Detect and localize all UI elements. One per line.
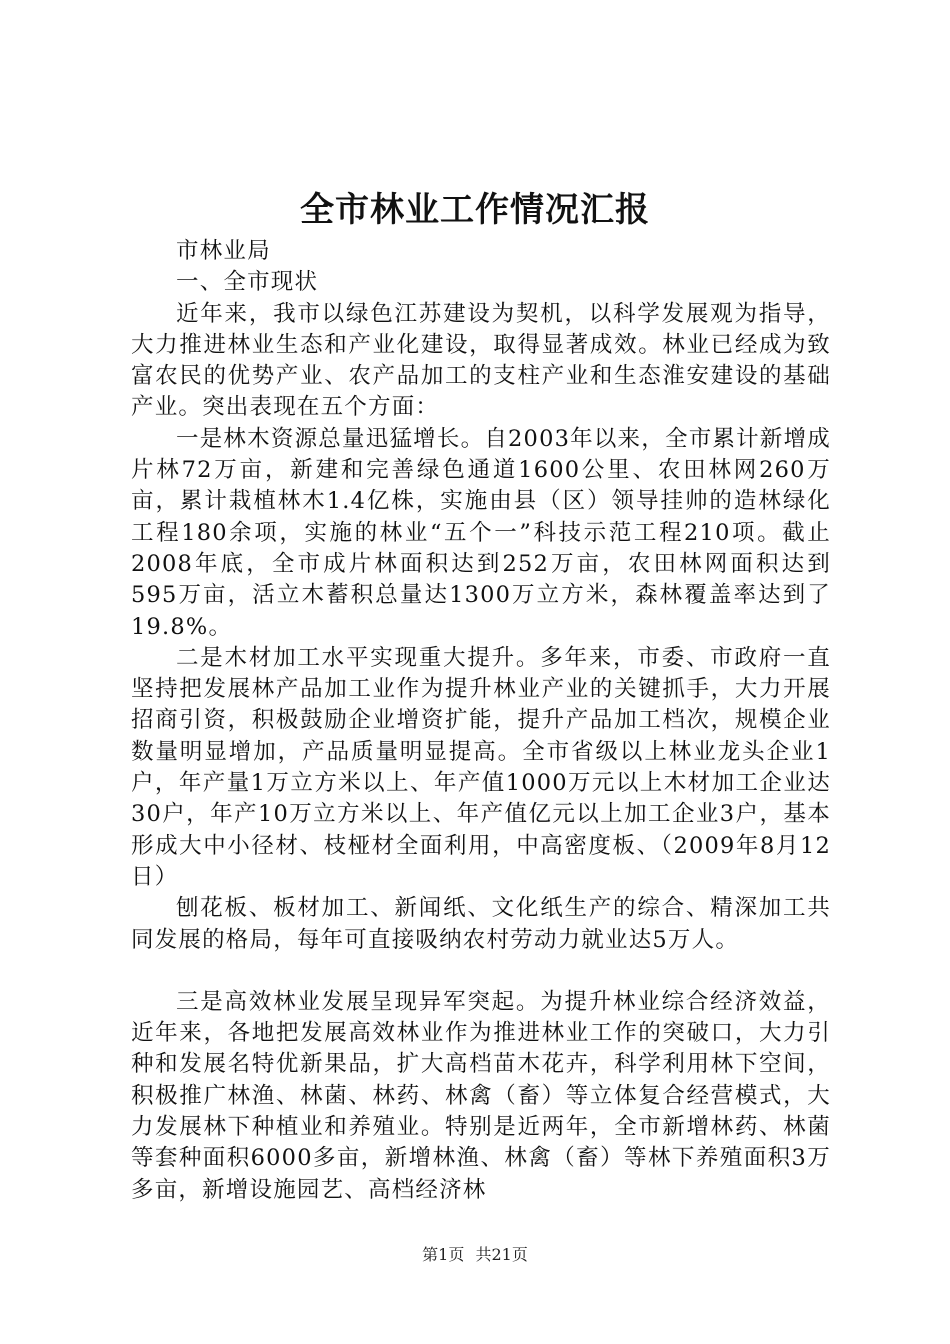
paragraph: 二是木材加工水平实现重大提升。多年来，市委、市政府一直坚持把发展林产品加工业作为提升林业产业的关键抓手，大力开展招商引资，积极鼓励企业增资扩能，提升产品加工档次，规模企业数量明显增加，产品质量明显提高。全市省级以上林业龙头企业1户，年产量1万立方米以上、年产值1000万元以上木材加工企业达30户，年产10万立方米以上、年产值亿元以上加工企业3户，基本形成大中小径材、枝桠材全面利用，中高密度板、（2009年8月12日）: [131, 644, 831, 890]
paragraph: 刨花板、板材加工、新闻纸、文化纸生产的综合、精深加工共同发展的格局，每年可直接吸纳农村劳动力就业达5万人。: [131, 895, 831, 953]
document-body: [131, 236, 831, 1206]
section-heading: 一、全市现状: [176, 269, 319, 296]
page-number: 第1页: [422, 1245, 465, 1264]
author-line: 市林业局: [176, 238, 271, 264]
paragraph: 三是高效林业发展呈现异军突起。为提升林业综合经济效益，近年来，各地把发展高效林业作为推进林业工作的突破口，大力引种和发展名特优新果品，扩大高档苗木花卉，科学利用林下空间，积极推广林渔、林菌、林药、林禽（畜）等立体复合经营模式，大力发展林下种植业和养殖业。特别是近两年，全市新增林药、林菌等套种面积6000多亩，新增林渔、林禽（畜）等林下养殖面积3万多亩，新增设施园艺、高档经济林: [131, 988, 831, 1203]
paragraph: 近年来，我市以绿色江苏建设为契机，以科学发展观为指导，大力推进林业生态和产业化建设，取得显著成效。林业已经成为致富农民的优势产业、农产品加工的支柱产业和生态淮安建设的基础产业。突出表现在五个方面：: [131, 300, 831, 421]
document-title: 全市林业工作情况汇报: [300, 190, 650, 230]
page-total: 共21页: [475, 1245, 528, 1264]
paragraph: 一是林木资源总量迅猛增长。自2003年以来，全市累计新增成片林72万亩，新建和完善绿色通道1600公里、农田林网260万亩，累计栽植林木1.4亿株，实施由县（区）领导挂帅的造林绿化工程180余项，实施的林业“五个一”科技示范工程210项。截止2008年底，全市成片林面积达到252万亩，农田林网面积达到595万亩，活立木蓄积总量达1300万立方米，森林覆盖率达到了19.8%。: [131, 425, 831, 640]
page-footer: [0, 1244, 950, 1266]
